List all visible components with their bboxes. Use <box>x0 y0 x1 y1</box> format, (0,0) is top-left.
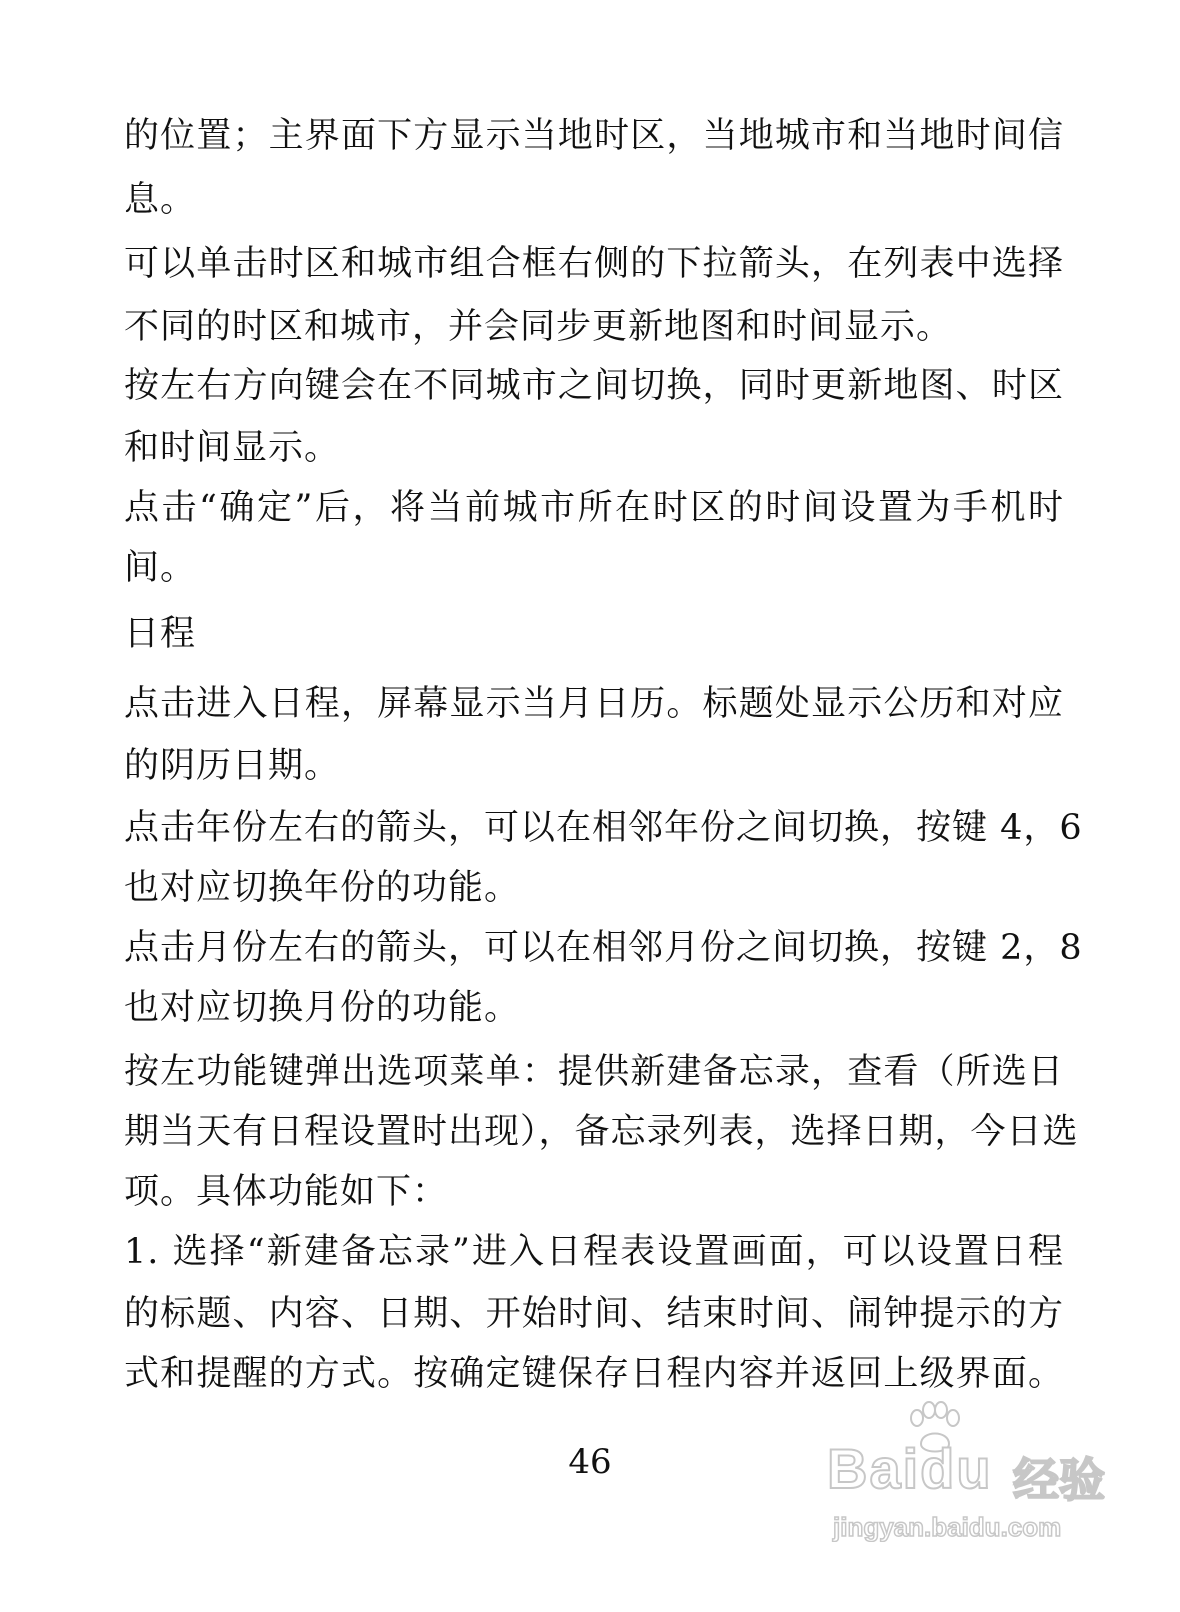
watermark-brand-cn: 经验 <box>1013 1453 1105 1507</box>
text-line: 不同的时区和城市，并会同步更新地图和时间显示。 <box>124 307 953 347</box>
text-line: 点击进入日程，屏幕显示当月日历。标题处显示公历和对应 <box>124 684 1064 724</box>
text-line: 点击年份左右的箭头，可以在相邻年份之间切换，按键 4，6 <box>124 808 1083 848</box>
text-line: 按左功能键弹出选项菜单：提供新建备忘录，查看（所选日 <box>124 1052 1064 1092</box>
text-line: 也对应切换年份的功能。 <box>124 868 521 908</box>
text-line: 息。 <box>124 180 197 220</box>
text-line: 点击“确定”后，将当前城市所在时区的时间设置为手机时 <box>124 488 1064 528</box>
text-line: 点击月份左右的箭头，可以在相邻月份之间切换，按键 2，8 <box>124 928 1083 968</box>
text-line: 和时间显示。 <box>124 428 341 468</box>
text-line: 间。 <box>124 548 197 588</box>
watermark-url: jingyan.baidu.com <box>833 1512 1062 1542</box>
text-line: 期当天有日程设置时出现），备忘录列表，选择日期，今日选 <box>124 1112 1079 1152</box>
text-line: 的阴历日期。 <box>124 746 341 786</box>
text-line: 1. 选择“新建备忘录”进入日程表设置画面，可以设置日程 <box>124 1232 1064 1272</box>
text-line: 项。具体功能如下： <box>124 1172 449 1212</box>
text-line: 式和提醒的方式。按确定键保存日程内容并返回上级界面。 <box>124 1354 1064 1394</box>
text-line: 也对应切换月份的功能。 <box>124 988 521 1028</box>
text-line: 按左右方向键会在不同城市之间切换，同时更新地图、时区 <box>124 366 1064 406</box>
text-line: 可以单击时区和城市组合框右侧的下拉箭头，在列表中选择 <box>124 244 1064 284</box>
section-heading: 日程 <box>124 614 197 654</box>
text-line: 的标题、内容、日期、开始时间、结束时间、闹钟提示的方 <box>124 1294 1064 1334</box>
text-line: 的位置；主界面下方显示当地时区，当地城市和当地时间信 <box>124 116 1064 156</box>
watermark-brand: Baidu <box>827 1437 993 1500</box>
page-number: 46 <box>568 1442 612 1482</box>
baidu-jingyan-watermark <box>815 1400 1135 1560</box>
